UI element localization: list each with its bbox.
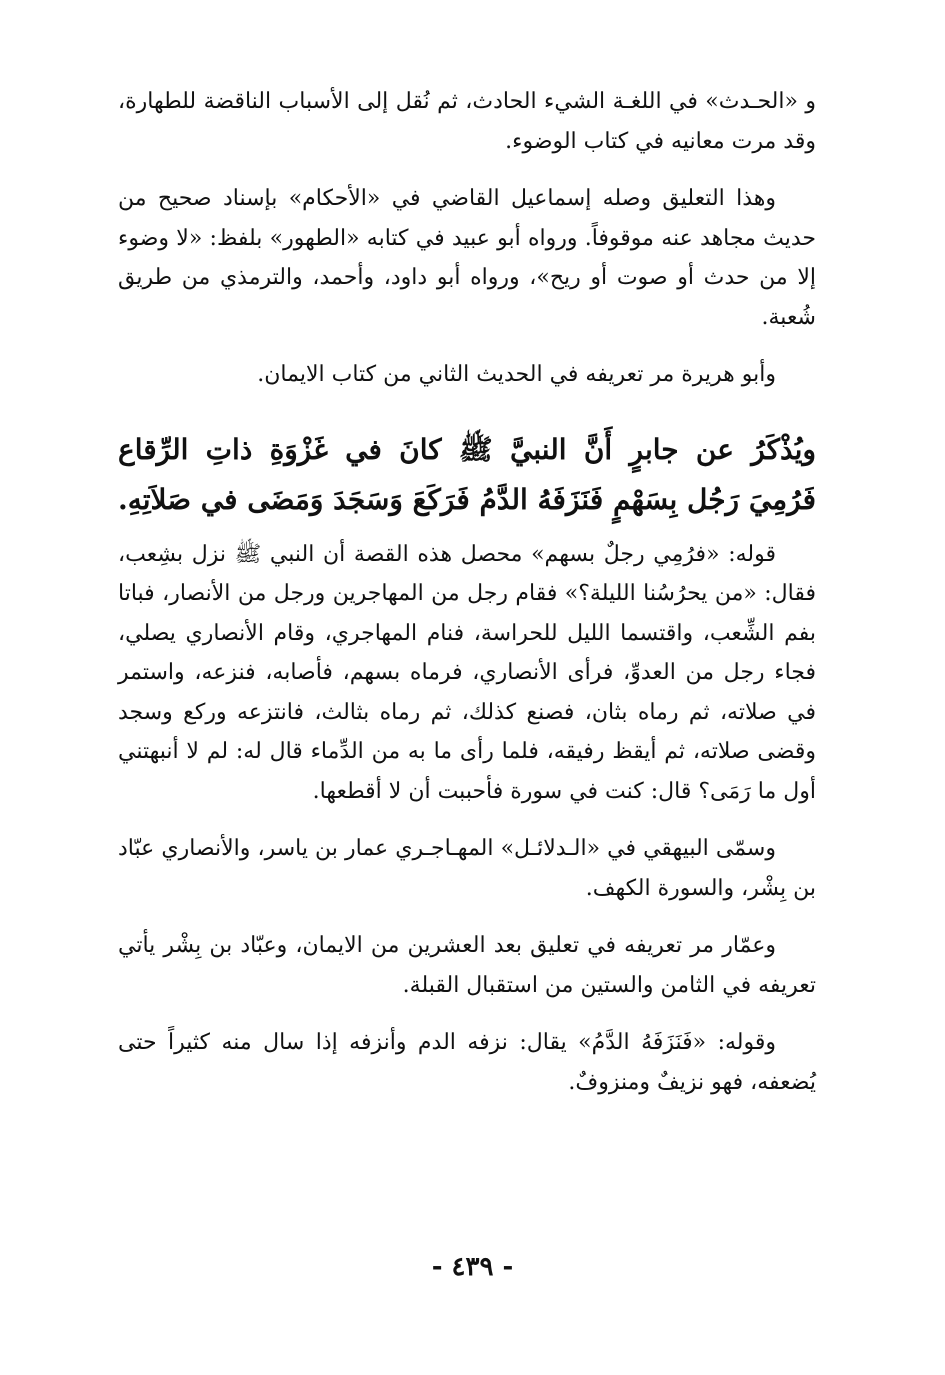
paragraph-nazafahu: وقوله: «فَنَزَفَهُ الدَّمُ» يقال: نزفه الدم وأنزفه إذا سال منه كثيراً حتى يُضعفه، فهو نزيفٌ ومنزوفٌ. <box>118 1030 816 1095</box>
paragraph-story: قوله: «فرُمِي رجلٌ بسهم» محصل هذه القصة أن النبي ﷺ نزل بشِعب، فقال: «من يحرُسُنا الليلة؟» فقام رجل من المهاجرين ورجل من الأنصار، فباتا بفم الشِّعب، واقتسما الليل للحراسة، فنام المهاجري، وقام الأنصاري يصلي، فجاء رجل من العدوِّ، فرأى الأنصاري، فرماه بسهم، فأصابه، فنزعه، واستمر في صلاته، ثم رماه بثان، فصنع كذلك، ثم رماه بثالث، فانتزعه وركع وسجد وقضى صلاته، ثم أيقظ رفيقه، فلما رأى ما به من الدِّماء قال له: لم لا أنبهتني أول ما رَمَى؟ قال: كنت في سورة فأحببت أن لا أقطعها. <box>118 541 816 804</box>
paragraph-ammar: وعمّار مر تعريفه في تعليق بعد العشرين من الايمان، وعبّاد بن بِشْر يأتي تعريفه في الثامن والستين من استقبال القبلة. <box>118 933 816 998</box>
paragraph-bayhaqi: وسمّى البيهقي في «الـدلائـل» المهـاجـري عمار بن ياسر، والأنصاري عبّاد بن بِشْر، والسورة الكهف. <box>118 836 816 901</box>
page-body <box>118 82 816 1120</box>
paragraph-hadath-definition: و «الحـدث» في اللغـة الشيء الحادث، ثم نُقل إلى الأسباب الناقضة للطهارة، وقد مرت معانيه في كتاب الوضوء. <box>118 89 816 154</box>
paragraph-takhrij: وهذا التعليق وصله إسماعيل القاضي في «الأحكام» بإسناد صحيح من حديث مجاهد عنه موقوفاً. ورواه أبو عبيد في كتابه «الطهور» بلفظ: «لا وضوء إلا من حدث أو صوت أو ريح»، ورواه أبو داود، وأحمد، والترمذي من طريق شُعبة. <box>118 186 816 330</box>
page-number: - ٤٣٩ - <box>431 1252 514 1282</box>
paragraph-abu-hurayra: وأبو هريرة مر تعريفه في الحديث الثاني من كتاب الايمان. <box>257 362 776 387</box>
hadith-text: ويُذْكَرُ عن جابرٍ أَنَّ النبيَّ ﷺ كانَ في غَزْوَةِ ذاتِ الرِّقاع فَرُمِيَ رَجُل بِسَهْمٍ فَنَزَفَهُ الدَّمُ فَرَكَعَ وَسَجَدَ وَمَضَى في صَلاَتِهِ. <box>118 432 816 516</box>
